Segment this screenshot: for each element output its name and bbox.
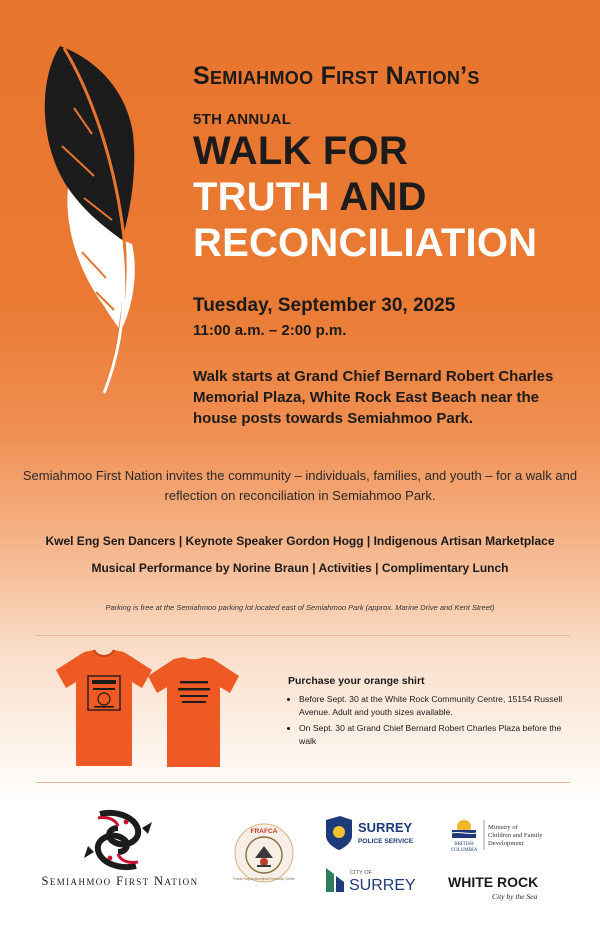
semiahmoo-first-nation-logo [78, 808, 158, 872]
shirt-purchase-info [288, 675, 578, 751]
city-surrey-text: SURREY [349, 877, 416, 894]
surrey-police-service-logo [322, 814, 422, 852]
parking-note: Parking is free at the Semiahmoo parking lot located east of Semiahmoo Park (approx. Marine Drive and Kent Street) [105, 603, 495, 612]
white-rock-title: WHITE ROCK [448, 874, 539, 890]
surrey-police-title: SURREY [358, 820, 413, 835]
police-service-text: POLICE SERVICE [358, 838, 414, 845]
title-truth: TRUTH [193, 175, 330, 219]
feather-icon [34, 38, 184, 398]
intro-text: Semiahmoo First Nation invites the community – individuals, families, and youth – for a walk and reflection on reconciliation in Semiahmoo Park. [22, 468, 578, 503]
shirt-bullet-list [288, 693, 578, 748]
start-location: Walk starts at Grand Chief Bernard Robert Charles Memorial Plaza, White Rock East Beach near the house posts towards Semiahmoo Park. [193, 368, 554, 427]
events-line-2: Musical Performance by Norine Braun | Activities | Complimentary Lunch [91, 561, 509, 575]
title-line-1: WALK FOR [193, 129, 408, 173]
city-of-surrey-logo [322, 864, 418, 896]
ministry-line-1: Ministry of [488, 824, 518, 831]
orange-shirt-front-image [54, 648, 154, 770]
white-rock-tagline: City by the Sea [492, 892, 538, 901]
ministry-line-2: Children and Family [488, 832, 543, 839]
title-line-3: RECONCILIATION [193, 221, 538, 265]
annual-label: 5TH ANNUAL [193, 111, 292, 128]
title-and: AND [339, 175, 427, 219]
white-rock-logo [446, 870, 550, 904]
event-date: Tuesday, September 30, 2025 [193, 295, 456, 316]
headline-block [193, 62, 583, 266]
shirt-bullet: • On Sept. 30 at Grand Chief Bernard Robert Charles Plaza before the walk [299, 722, 578, 748]
semiahmoo-first-nation-wordmark: Semiahmoo First Nation [41, 874, 199, 888]
organizer-name: Semiahmoo First Nation’s [193, 62, 480, 90]
shirt-bullet: • Before Sept. 30 at the White Rock Community Centre, 15154 Russell Avenue. Adult and youth sizes available. [299, 693, 578, 719]
bc-british-text: BRITISH [454, 842, 474, 847]
orange-shirt-back-image [146, 655, 241, 771]
events-line-1: Kwel Eng Sen Dancers | Keynote Speaker Gordon Hogg | Indigenous Artisan Marketplace [45, 534, 555, 548]
divider-top [36, 635, 570, 636]
event-time: 11:00 a.m. – 2:00 p.m. [193, 322, 347, 339]
frafca-ring-text: Fraser Region Aboriginal Friendship Centre [233, 877, 295, 881]
bc-ministry-logo [448, 814, 558, 854]
frafca-logo [233, 822, 295, 884]
title-line-2 [193, 174, 583, 220]
city-of-text: CITY OF [350, 870, 372, 876]
ministry-line-3: Development [488, 840, 524, 847]
shirt-heading: Purchase your orange shirt [288, 675, 425, 687]
divider-bottom [36, 782, 570, 783]
frafca-text: FRAFCA [250, 828, 278, 835]
bc-columbia-text: COLUMBIA [450, 848, 478, 853]
